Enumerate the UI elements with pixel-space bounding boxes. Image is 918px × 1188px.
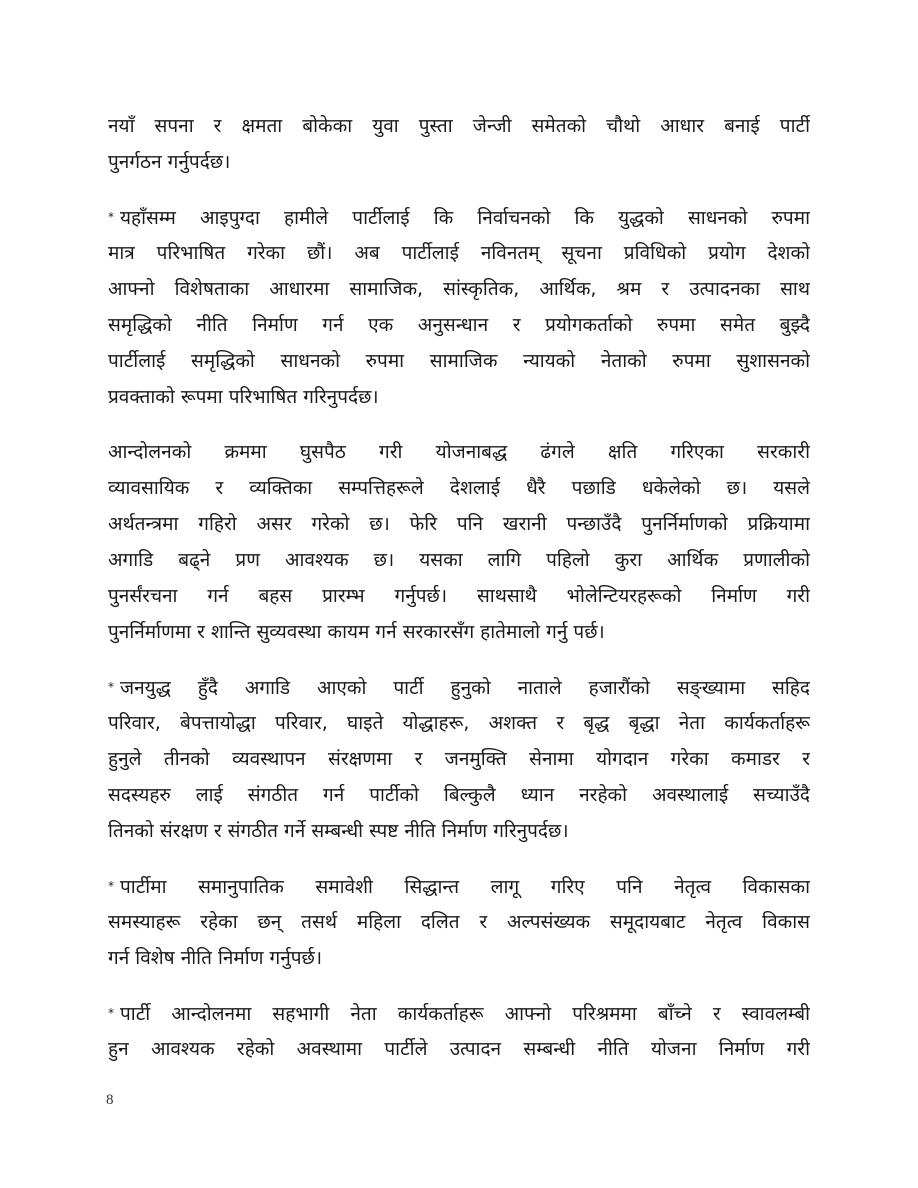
text-line: अर्थतन्त्रमा गहिरो असर गरेको छ। फेरि पनि खरानी पन्छाउँदै पुनर्निर्माणको प्रक्रियामा	[108, 513, 810, 535]
text-line	[108, 199, 810, 235]
text-line: परिवार, बेपत्तायोद्धा परिवार, घाइते योद्धाहरू, अशक्त र बृद्ध बृद्धा नेता कार्यकर्ताहरू	[108, 712, 810, 734]
text-line-content: यहाँसम्म आइपुग्दा हामीले पार्टीलाई कि निर्वाचनको कि युद्धको साधनको रुपमा	[120, 207, 810, 229]
paragraph-4	[108, 669, 810, 849]
paragraph-3	[108, 434, 810, 650]
paragraph-1	[108, 108, 810, 180]
text-line: अगाडि बढ्ने प्रण आवश्यक छ। यसका लागि पहिलो कुरा आर्थिक प्रणालीको	[108, 549, 810, 571]
asterisk-bullet-icon: *	[108, 680, 114, 694]
asterisk-bullet-icon: *	[108, 879, 114, 893]
text-line-content: पार्टीमा समानुपातिक समावेशी सिद्धान्त लागू गरिए पनि नेतृत्व विकासका	[120, 876, 810, 898]
text-line: पुनर्संरचना गर्न बहस प्रारम्भ गर्नुपर्छ। साथसाथै भोलेन्टियरहरूको निर्माण गरी	[108, 585, 810, 607]
text-line	[108, 995, 810, 1031]
text-line: हुन आवश्यक रहेको अवस्थामा पार्टीले उत्पादन सम्बन्धी नीति योजना निर्माण गरी	[108, 1038, 810, 1060]
text-line: प्रवक्ताको रूपमा परिभाषित गरिनुपर्दछ।	[108, 386, 379, 408]
text-line: पुनर्गठन गर्नुपर्दछ।	[108, 151, 231, 173]
text-line: पार्टीलाई समृद्धिको साधनको रुपमा सामाजिक न्यायको नेताको रुपमा सुशासनको	[108, 350, 810, 372]
text-line: मात्र परिभाषित गरेका छौं। अब पार्टीलाई नविनतम् सूचना प्रविधिको प्रयोग देशको	[108, 242, 810, 264]
paragraph-5	[108, 868, 810, 976]
asterisk-bullet-icon: *	[108, 210, 114, 224]
text-line: नयाँ सपना र क्षमता बोकेका युवा पुस्ता जेन्जी समेतको चौथो आधार बनाई पार्टी	[108, 115, 810, 137]
text-line	[108, 868, 810, 904]
text-line: समस्याहरू रहेका छन् तसर्थ महिला दलित र अल्पसंख्यक समूदायबाट नेतृत्व विकास	[108, 911, 810, 933]
text-line: हुनुले तीनको व्यवस्थापन संरक्षणमा र जनमुक्ति सेनामा योगदान गरेका कमाडर र	[108, 748, 810, 770]
text-line: पुनर्निर्माणमा र शान्ति सुव्यवस्था कायम गर्न सरकारसँग हातेमालो गर्नु पर्छ।	[108, 621, 605, 643]
text-line: तिनको संरक्षण र संगठीत गर्ने सम्बन्धी स्पष्ट नीति निर्माण गरिनुपर्दछ।	[108, 820, 569, 842]
text-line: आन्दोलनको क्रममा घुसपैठ गरी योजनाबद्ध ढंगले क्षति गरिएका सरकारी	[108, 441, 810, 463]
page-number: 8	[106, 1092, 114, 1108]
text-line: समृद्धिको नीति निर्माण गर्न एक अनुसन्धान र प्रयोगकर्ताको रुपमा समेत बुझ्दै	[108, 314, 810, 336]
text-line-content: जनयुद्ध हुँदै अगाडि आएको पार्टी हुनुको नाताले हजारौंको सङ्ख्यामा सहिद	[120, 677, 810, 699]
text-line	[108, 669, 810, 705]
paragraph-2	[108, 199, 810, 415]
paragraph-6	[108, 995, 810, 1067]
asterisk-bullet-icon: *	[108, 1006, 114, 1020]
text-line-content: पार्टी आन्दोलनमा सहभागी नेता कार्यकर्ताहरू आफ्नो परिश्रममा बाँच्ने र स्वावलम्बी	[120, 1003, 810, 1025]
text-line: व्यावसायिक र व्यक्तिका सम्पत्तिहरूले देशलाई धैरै पछाडि धकेलेको छ। यसले	[108, 477, 810, 499]
document-body	[108, 108, 810, 1086]
text-line: सदस्यहरु लाई संगठीत गर्न पार्टीको बिल्कुलै ध्यान नरहेको अवस्थालाई सच्याउँदै	[108, 784, 810, 806]
text-line: गर्न विशेष नीति निर्माण गर्नुपर्छ।	[108, 947, 323, 969]
text-line: आफ्नो विशेषताका आधारमा सामाजिक, सांस्कृतिक, आर्थिक, श्रम र उत्पादनका साथ	[108, 278, 810, 300]
